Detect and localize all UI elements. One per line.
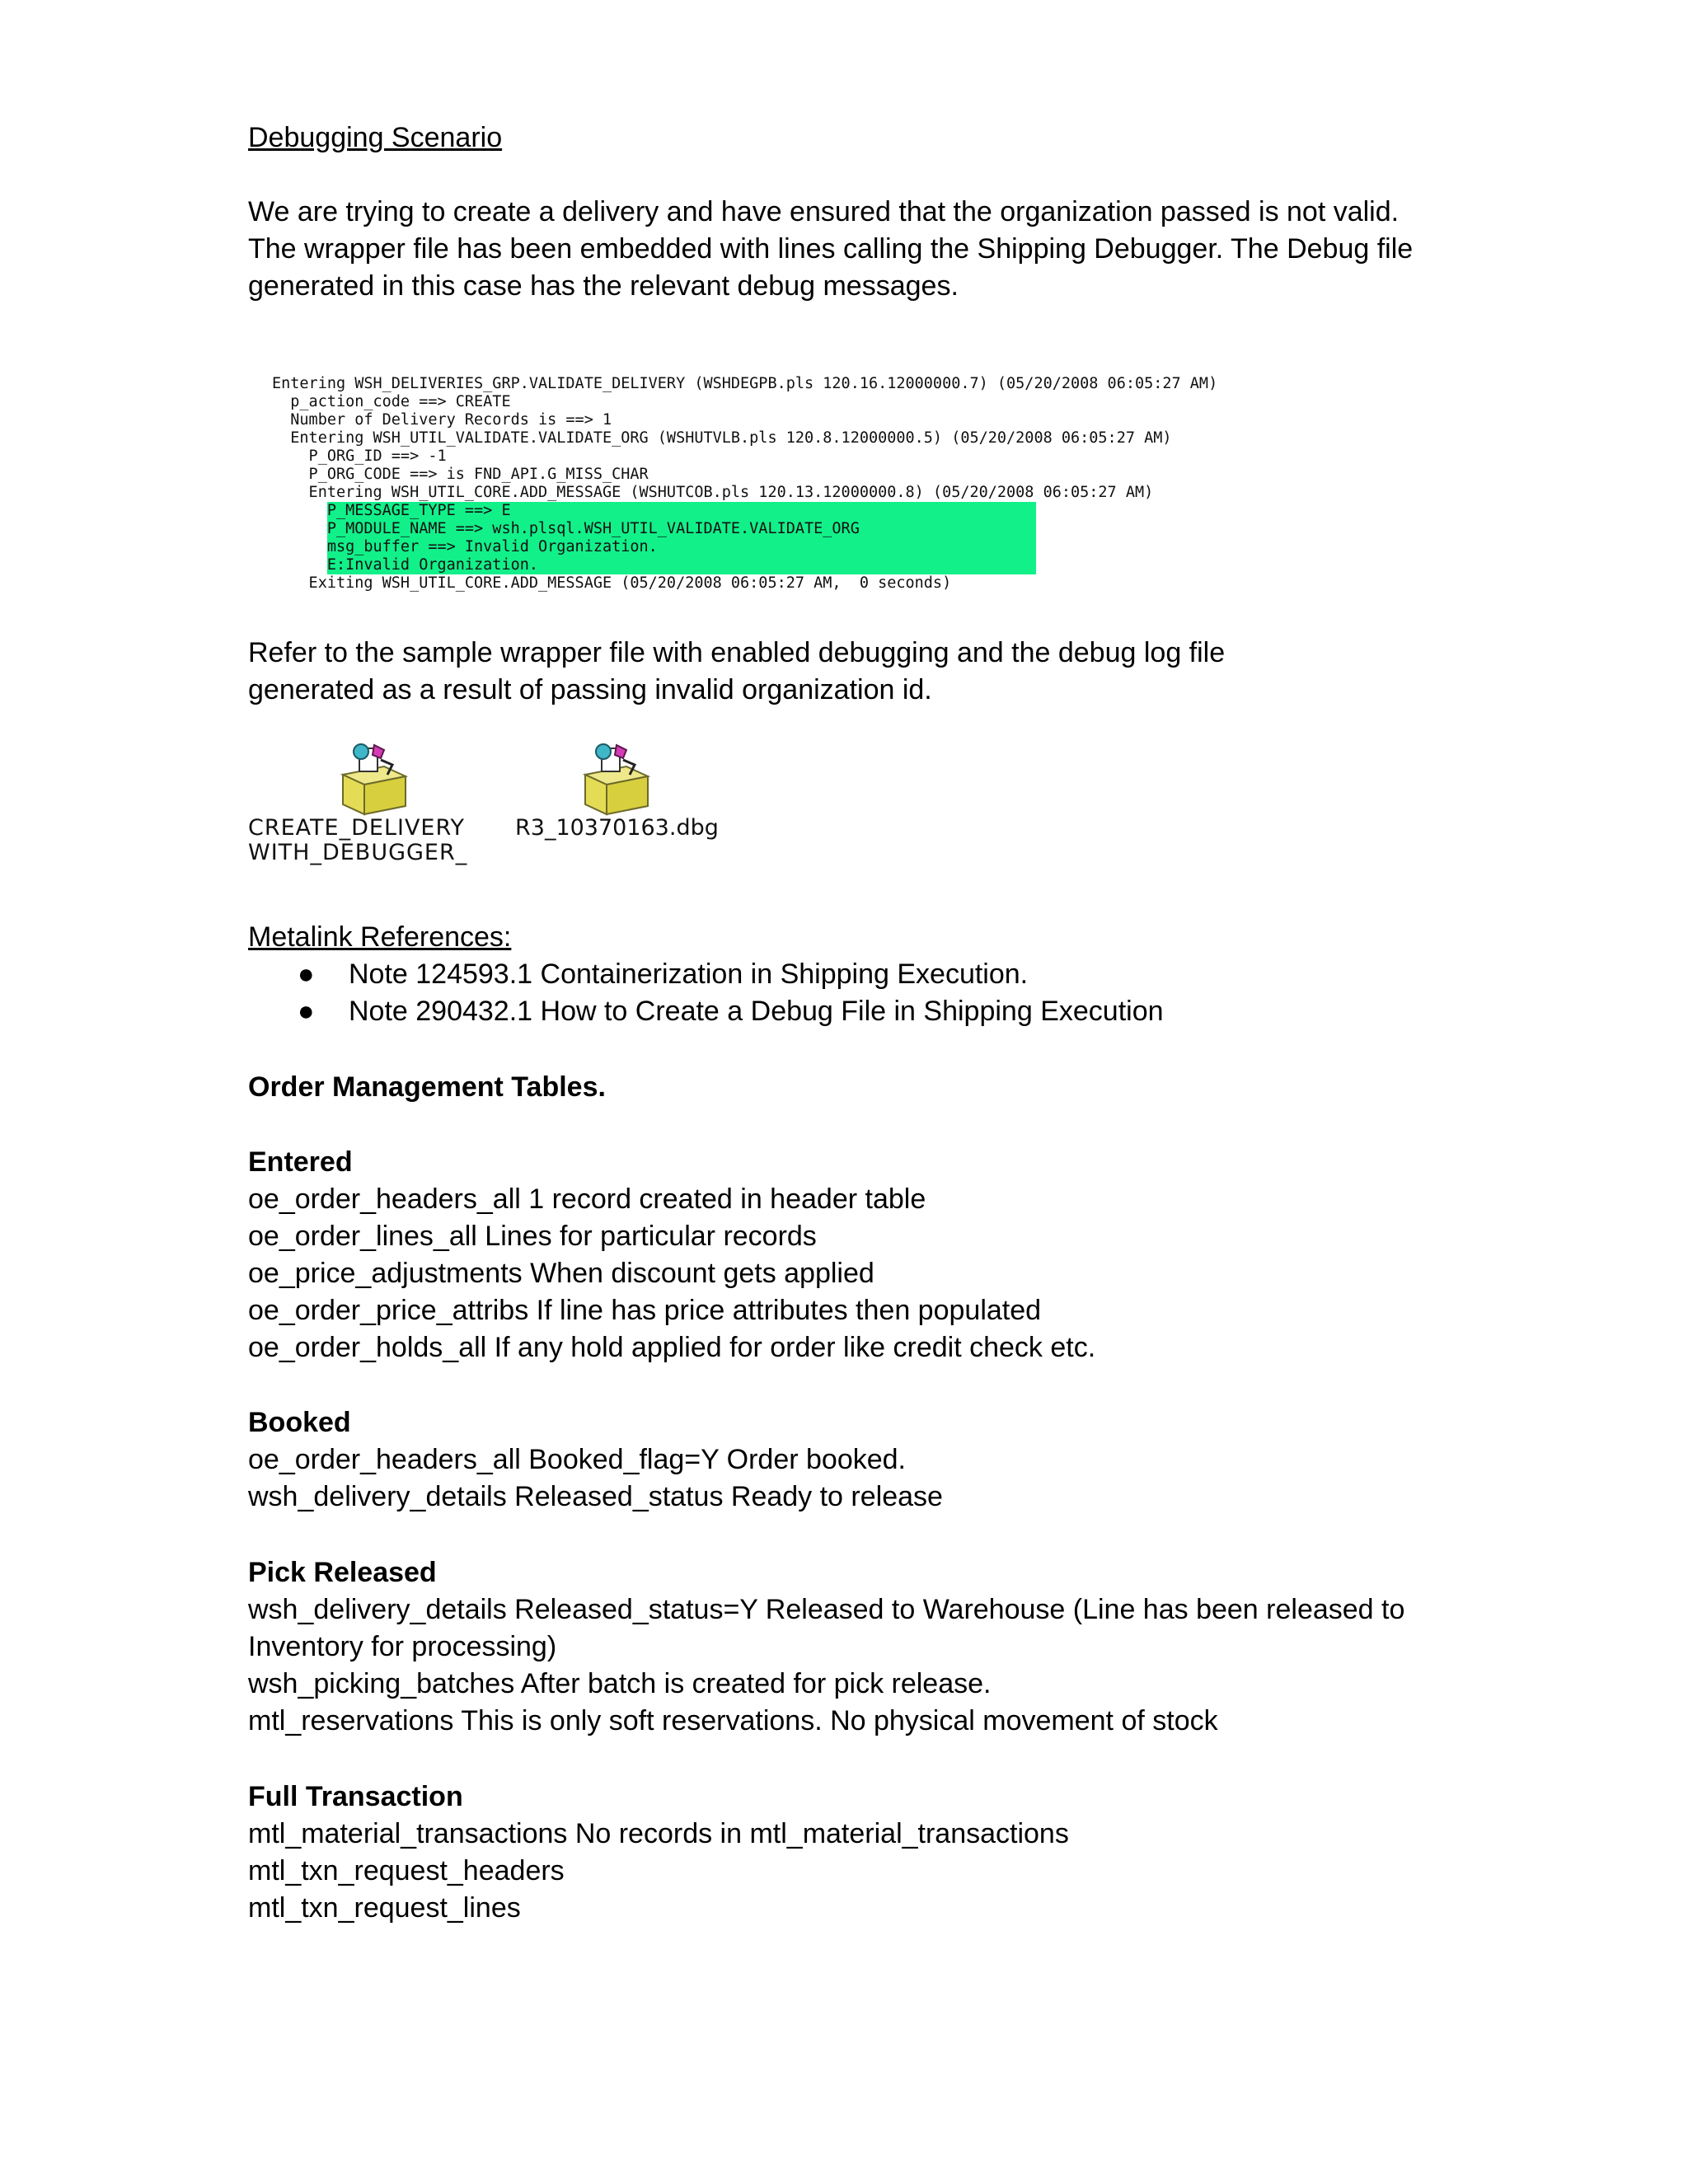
refer-line: generated as a result of passing invalid organization id. xyxy=(248,674,932,705)
intro-line: We are trying to create a delivery and have ensured that the organization passed is not valid. xyxy=(248,196,1400,227)
section-full-transaction xyxy=(248,1779,1435,1927)
intro-line: generated in this case has the relevant debug messages. xyxy=(248,270,959,302)
log-line: Number of Delivery Records is ==> 1 xyxy=(272,411,612,429)
log-line: P_ORG_CODE ==> is FND_API.G_MISS_CHAR xyxy=(272,466,649,483)
table-note: wsh_picking_batches After batch is created for pick release. xyxy=(248,1668,992,1699)
table-note: wsh_delivery_details Released_status=Y Released to Warehouse (Line has been released to xyxy=(248,1594,1405,1625)
section-pick-released xyxy=(248,1554,1435,1740)
scenario-intro xyxy=(248,194,1435,305)
log-highlight-line: E:Invalid Organization. xyxy=(327,556,1036,574)
section-booked xyxy=(248,1404,1435,1516)
log-line: P_ORG_ID ==> -1 xyxy=(272,448,447,465)
list-item xyxy=(248,956,1164,993)
bullet-icon: ● xyxy=(298,996,315,1027)
table-note: Inventory for processing) xyxy=(248,1631,557,1662)
attachment-caption: CREATE_DELIVERY xyxy=(248,815,466,841)
table-note: mtl_txn_request_lines xyxy=(248,1892,521,1924)
metalink-note: Note 290432.1 How to Create a Debug File in Shipping Execution xyxy=(349,996,1164,1027)
list-item xyxy=(248,993,1164,1030)
intro-line: The wrapper file has been embedded with lines calling the Shipping Debugger. The Debug file xyxy=(248,233,1414,265)
table-note: oe_order_price_attribs If line has price attributes then populated xyxy=(248,1295,1042,1326)
log-line: Entering WSH_UTIL_VALIDATE.VALIDATE_ORG (WSHUTVLB.pls 120.8.12000000.5) (05/20/2008 06:05:27 AM) xyxy=(272,429,1172,447)
log-highlight-line: P_MESSAGE_TYPE ==> E xyxy=(327,502,1036,520)
metalink-note: Note 124593.1 Containerization in Shipping Execution. xyxy=(349,958,1029,990)
debug-log xyxy=(272,375,1426,593)
table-note: wsh_delivery_details Released_status Ready to release xyxy=(248,1481,943,1512)
refer-paragraph xyxy=(248,635,1435,709)
section-title: Entered xyxy=(248,1146,353,1178)
om-tables-heading: Order Management Tables. xyxy=(248,1071,606,1103)
section-title: Full Transaction xyxy=(248,1781,463,1812)
log-highlight-row xyxy=(272,520,1426,538)
metalink-heading: Metalink References: xyxy=(248,921,512,953)
attachment-caption: R3_10370163.dbg xyxy=(515,815,719,841)
log-highlight-row xyxy=(272,538,1426,556)
table-note: oe_order_headers_all Booked_flag=Y Order booked. xyxy=(248,1444,907,1475)
attachment-caption: WITH_DEBUGGER_ xyxy=(248,840,468,865)
table-note: oe_price_adjustments When discount gets applied xyxy=(248,1258,874,1289)
refer-line: Refer to the sample wrapper file with enabled debugging and the debug log file xyxy=(248,637,1226,668)
log-highlight-line: P_MODULE_NAME ==> wsh.plsql.WSH_UTIL_VALIDATE.VALIDATE_ORG xyxy=(327,520,1036,538)
log-highlight-line: msg_buffer ==> Invalid Organization. xyxy=(327,538,1036,556)
table-note: mtl_reservations This is only soft reservations. No physical movement of stock xyxy=(248,1705,1218,1736)
bullet-icon: ● xyxy=(298,958,315,990)
table-note: oe_order_headers_all 1 record created in header table xyxy=(248,1183,926,1215)
log-highlight-row xyxy=(272,502,1426,520)
table-note: oe_order_lines_all Lines for particular records xyxy=(248,1221,817,1252)
metalink-list xyxy=(248,956,1164,1030)
table-note: oe_order_holds_all If any hold applied for order like credit check etc. xyxy=(248,1332,1096,1363)
section-title: Pick Released xyxy=(248,1557,437,1588)
package-file-icon xyxy=(577,742,656,820)
section-title: Booked xyxy=(248,1407,351,1438)
log-line: Exiting WSH_UTIL_CORE.ADD_MESSAGE (05/20/2008 06:05:27 AM, 0 seconds) xyxy=(272,574,952,592)
table-note: mtl_txn_request_headers xyxy=(248,1855,565,1886)
log-line: p_action_code ==> CREATE xyxy=(272,393,511,410)
section-entered xyxy=(248,1144,1435,1366)
log-highlight-row xyxy=(272,556,1426,574)
package-file-icon xyxy=(335,742,414,820)
table-note: mtl_material_transactions No records in mtl_material_transactions xyxy=(248,1818,1069,1849)
log-line: Entering WSH_DELIVERIES_GRP.VALIDATE_DELIVERY (WSHDEGPB.pls 120.16.12000000.7) (05/20/2008 06:05:27 AM) xyxy=(272,375,1218,392)
log-line: Entering WSH_UTIL_CORE.ADD_MESSAGE (WSHUTCOB.pls 120.13.12000000.8) (05/20/2008 06:05:27 AM) xyxy=(272,484,1154,501)
scenario-heading: Debugging Scenario xyxy=(248,122,503,153)
